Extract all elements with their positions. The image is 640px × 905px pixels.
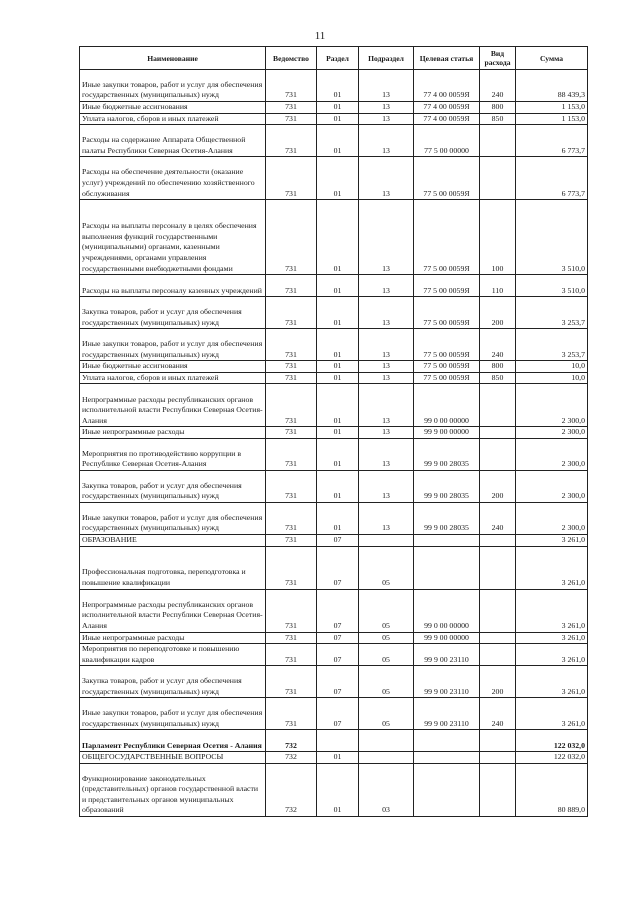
row-expense-type-cell: 240	[480, 698, 516, 730]
row-subsection-cell: 13	[359, 200, 414, 275]
row-department-cell: 731	[266, 534, 317, 546]
row-name-cell: Уплата налогов, сборов и иных платежей	[80, 372, 266, 384]
row-amount-cell: 88 439,3	[516, 70, 588, 102]
row-section-cell: 07	[317, 632, 359, 644]
row-expense-type-cell: 240	[480, 70, 516, 102]
row-section-cell: 07	[317, 698, 359, 730]
row-amount-cell: 10,0	[516, 361, 588, 373]
row-expense-type-cell: 110	[480, 275, 516, 297]
row-target-article-cell	[414, 546, 480, 589]
header-subsection: Подраздел	[359, 47, 414, 70]
row-subsection-cell: 05	[359, 589, 414, 632]
row-subsection-cell: 13	[359, 70, 414, 102]
row-expense-type-cell: 800	[480, 361, 516, 373]
row-subsection-cell: 05	[359, 666, 414, 698]
row-expense-type-cell	[480, 632, 516, 644]
row-subsection-cell: 13	[359, 361, 414, 373]
row-amount-cell: 2 300,0	[516, 427, 588, 439]
row-name-cell: ОБРАЗОВАНИЕ	[80, 534, 266, 546]
row-department-cell: 731	[266, 632, 317, 644]
table-row	[80, 102, 588, 114]
row-expense-type-cell: 850	[480, 113, 516, 125]
page-number: 11	[314, 30, 326, 42]
row-subsection-cell: 13	[359, 329, 414, 361]
table-row	[80, 534, 588, 546]
row-name-cell: Иные бюджетные ассигнования	[80, 361, 266, 373]
row-target-article-cell: 77 4 00 0059Я	[414, 102, 480, 114]
row-subsection-cell: 13	[359, 427, 414, 439]
row-amount-cell: 2 300,0	[516, 384, 588, 427]
row-section-cell: 01	[317, 361, 359, 373]
row-target-article-cell: 99 9 00 23110	[414, 666, 480, 698]
row-subsection-cell	[359, 534, 414, 546]
row-expense-type-cell	[480, 589, 516, 632]
header-department: Ведомство	[266, 47, 317, 70]
row-section-cell: 01	[317, 297, 359, 329]
row-department-cell: 731	[266, 113, 317, 125]
row-department-cell: 731	[266, 384, 317, 427]
row-name-cell: Расходы на выплаты персоналу казенных учреждений	[80, 275, 266, 297]
row-subsection-cell	[359, 752, 414, 764]
row-amount-cell: 6 773,7	[516, 157, 588, 200]
table-row	[80, 632, 588, 644]
table-row	[80, 297, 588, 329]
table-row	[80, 644, 588, 666]
row-section-cell: 07	[317, 546, 359, 589]
row-name-cell: Закупка товаров, работ и услуг для обеспечения государственных (муниципальных) нужд	[80, 297, 266, 329]
row-expense-type-cell: 800	[480, 102, 516, 114]
row-expense-type-cell	[480, 427, 516, 439]
row-target-article-cell: 77 4 00 0059Я	[414, 113, 480, 125]
table-row	[80, 589, 588, 632]
table-row	[80, 361, 588, 373]
row-expense-type-cell	[480, 752, 516, 764]
row-section-cell: 01	[317, 384, 359, 427]
row-section-cell: 01	[317, 113, 359, 125]
row-subsection-cell: 05	[359, 698, 414, 730]
row-department-cell: 732	[266, 763, 317, 816]
row-amount-cell: 3 510,0	[516, 275, 588, 297]
row-target-article-cell: 77 4 00 0059Я	[414, 70, 480, 102]
row-amount-cell: 6 773,7	[516, 125, 588, 157]
row-department-cell: 731	[266, 427, 317, 439]
row-amount-cell: 10,0	[516, 372, 588, 384]
budget-table	[79, 46, 588, 817]
row-target-article-cell: 77 5 00 00000	[414, 125, 480, 157]
row-amount-cell: 2 300,0	[516, 438, 588, 470]
row-amount-cell: 3 253,7	[516, 297, 588, 329]
table-row	[80, 200, 588, 275]
table-row	[80, 275, 588, 297]
row-section-cell: 01	[317, 438, 359, 470]
table-row	[80, 372, 588, 384]
row-name-cell: Иные непрограммные расходы	[80, 632, 266, 644]
row-section-cell	[317, 730, 359, 752]
row-target-article-cell: 99 0 00 00000	[414, 589, 480, 632]
row-department-cell: 731	[266, 372, 317, 384]
table-row	[80, 113, 588, 125]
row-name-cell: Профессиональная подготовка, переподготовка и повышение квалификации	[80, 546, 266, 589]
table-row	[80, 763, 588, 816]
table-row	[80, 698, 588, 730]
row-amount-cell: 122 032,0	[516, 730, 588, 752]
table-row	[80, 730, 588, 752]
row-section-cell: 01	[317, 275, 359, 297]
row-name-cell: Иные закупки товаров, работ и услуг для обеспечения государственных (муниципальных) нужд	[80, 329, 266, 361]
row-section-cell: 01	[317, 329, 359, 361]
row-name-cell: Иные закупки товаров, работ и услуг для обеспечения государственных (муниципальных) нужд	[80, 698, 266, 730]
row-section-cell: 01	[317, 125, 359, 157]
row-section-cell: 07	[317, 644, 359, 666]
row-subsection-cell: 13	[359, 275, 414, 297]
row-name-cell: Парламент Республики Северная Осетия - Алания	[80, 730, 266, 752]
row-department-cell: 731	[266, 644, 317, 666]
row-name-cell: Иные закупки товаров, работ и услуг для обеспечения государственных (муниципальных) нужд	[80, 70, 266, 102]
row-amount-cell: 3 261,0	[516, 666, 588, 698]
row-target-article-cell: 99 9 00 28035	[414, 470, 480, 502]
row-target-article-cell: 99 9 00 00000	[414, 427, 480, 439]
row-department-cell: 731	[266, 329, 317, 361]
row-amount-cell: 1 153,0	[516, 113, 588, 125]
row-subsection-cell: 13	[359, 372, 414, 384]
row-name-cell: Мероприятия по переподготовке и повышению квалификации кадров	[80, 644, 266, 666]
row-section-cell: 01	[317, 427, 359, 439]
row-expense-type-cell: 240	[480, 502, 516, 534]
row-target-article-cell: 77 5 00 0059Я	[414, 200, 480, 275]
row-department-cell: 731	[266, 698, 317, 730]
row-section-cell: 01	[317, 372, 359, 384]
row-subsection-cell: 13	[359, 297, 414, 329]
table-row	[80, 470, 588, 502]
row-expense-type-cell: 200	[480, 297, 516, 329]
row-target-article-cell: 77 5 00 0059Я	[414, 275, 480, 297]
row-name-cell: Расходы на содержание Аппарата Общественной палаты Республики Северная Осетия-Алания	[80, 125, 266, 157]
row-target-article-cell: 77 5 00 0059Я	[414, 329, 480, 361]
row-target-article-cell	[414, 534, 480, 546]
row-expense-type-cell: 850	[480, 372, 516, 384]
row-department-cell: 731	[266, 70, 317, 102]
row-name-cell: Непрограммные расходы республиканских органов исполнительной власти Республики Северная Осетия-Алания	[80, 589, 266, 632]
header-expense-type: Вид расхода	[480, 47, 516, 70]
row-subsection-cell: 13	[359, 470, 414, 502]
row-name-cell: Иные бюджетные ассигнования	[80, 102, 266, 114]
row-target-article-cell: 77 5 00 0059Я	[414, 372, 480, 384]
row-subsection-cell: 13	[359, 502, 414, 534]
row-name-cell: Мероприятия по противодействию коррупции в Республике Северная Осетия-Алания	[80, 438, 266, 470]
row-amount-cell: 3 261,0	[516, 589, 588, 632]
header-target-article: Целевая статья	[414, 47, 480, 70]
table-row	[80, 546, 588, 589]
row-subsection-cell: 13	[359, 384, 414, 427]
row-department-cell: 731	[266, 102, 317, 114]
row-expense-type-cell	[480, 157, 516, 200]
row-expense-type-cell	[480, 644, 516, 666]
row-department-cell: 731	[266, 666, 317, 698]
table-row	[80, 666, 588, 698]
row-section-cell: 07	[317, 534, 359, 546]
table-row	[80, 125, 588, 157]
row-target-article-cell: 99 9 00 28035	[414, 438, 480, 470]
row-subsection-cell: 05	[359, 632, 414, 644]
row-name-cell: Непрограммные расходы республиканских органов исполнительной власти Республики Северная Осетия-Алания	[80, 384, 266, 427]
row-name-cell: Функционирование законодательных (представительных) органов государственной власти и представительных органов муниципальных образований	[80, 763, 266, 816]
row-subsection-cell: 13	[359, 102, 414, 114]
table-row	[80, 70, 588, 102]
row-expense-type-cell: 200	[480, 666, 516, 698]
row-expense-type-cell	[480, 125, 516, 157]
row-expense-type-cell: 240	[480, 329, 516, 361]
row-subsection-cell: 13	[359, 438, 414, 470]
row-subsection-cell: 13	[359, 113, 414, 125]
row-subsection-cell: 05	[359, 546, 414, 589]
row-expense-type-cell	[480, 546, 516, 589]
header-amount: Сумма	[516, 47, 588, 70]
row-amount-cell: 2 300,0	[516, 470, 588, 502]
table-row	[80, 427, 588, 439]
row-department-cell: 731	[266, 275, 317, 297]
row-department-cell: 731	[266, 470, 317, 502]
row-name-cell: Иные непрограммные расходы	[80, 427, 266, 439]
row-department-cell: 731	[266, 546, 317, 589]
row-section-cell: 07	[317, 666, 359, 698]
table-row	[80, 384, 588, 427]
row-target-article-cell: 99 9 00 23110	[414, 698, 480, 730]
table-row	[80, 157, 588, 200]
row-target-article-cell: 99 9 00 28035	[414, 502, 480, 534]
row-target-article-cell: 99 9 00 23110	[414, 644, 480, 666]
row-section-cell: 01	[317, 502, 359, 534]
row-section-cell: 07	[317, 589, 359, 632]
row-expense-type-cell	[480, 730, 516, 752]
row-name-cell: Закупка товаров, работ и услуг для обеспечения государственных (муниципальных) нужд	[80, 470, 266, 502]
row-amount-cell: 80 889,0	[516, 763, 588, 816]
row-department-cell: 732	[266, 730, 317, 752]
row-expense-type-cell: 200	[480, 470, 516, 502]
row-target-article-cell	[414, 763, 480, 816]
row-section-cell: 01	[317, 157, 359, 200]
row-department-cell: 731	[266, 125, 317, 157]
row-subsection-cell	[359, 730, 414, 752]
table-row	[80, 438, 588, 470]
row-department-cell: 731	[266, 361, 317, 373]
row-subsection-cell: 13	[359, 125, 414, 157]
row-name-cell: Уплата налогов, сборов и иных платежей	[80, 113, 266, 125]
row-subsection-cell: 13	[359, 157, 414, 200]
row-amount-cell: 3 261,0	[516, 698, 588, 730]
row-amount-cell: 2 300,0	[516, 502, 588, 534]
row-expense-type-cell	[480, 534, 516, 546]
row-department-cell: 731	[266, 297, 317, 329]
row-section-cell: 01	[317, 102, 359, 114]
row-section-cell: 01	[317, 200, 359, 275]
row-section-cell: 01	[317, 763, 359, 816]
row-expense-type-cell: 100	[480, 200, 516, 275]
row-target-article-cell: 77 5 00 0059Я	[414, 361, 480, 373]
row-amount-cell: 1 153,0	[516, 102, 588, 114]
table-header-row	[80, 47, 588, 70]
row-subsection-cell: 03	[359, 763, 414, 816]
row-target-article-cell	[414, 730, 480, 752]
row-name-cell: Закупка товаров, работ и услуг для обеспечения государственных (муниципальных) нужд	[80, 666, 266, 698]
row-name-cell: Иные закупки товаров, работ и услуг для обеспечения государственных (муниципальных) нужд	[80, 502, 266, 534]
row-section-cell: 01	[317, 70, 359, 102]
row-target-article-cell: 99 9 00 00000	[414, 632, 480, 644]
row-department-cell: 731	[266, 438, 317, 470]
row-department-cell: 731	[266, 589, 317, 632]
row-department-cell: 731	[266, 200, 317, 275]
row-amount-cell: 3 261,0	[516, 644, 588, 666]
row-expense-type-cell	[480, 438, 516, 470]
row-subsection-cell: 05	[359, 644, 414, 666]
row-amount-cell: 3 261,0	[516, 632, 588, 644]
row-target-article-cell	[414, 752, 480, 764]
row-amount-cell: 3 261,0	[516, 534, 588, 546]
row-target-article-cell: 77 5 00 0059Я	[414, 297, 480, 329]
header-name: Наименование	[80, 47, 266, 70]
row-target-article-cell: 99 0 00 00000	[414, 384, 480, 427]
row-expense-type-cell	[480, 384, 516, 427]
row-amount-cell: 122 032,0	[516, 752, 588, 764]
row-amount-cell: 3 510,0	[516, 200, 588, 275]
table-row	[80, 502, 588, 534]
row-target-article-cell: 77 5 00 0059Я	[414, 157, 480, 200]
row-amount-cell: 3 253,7	[516, 329, 588, 361]
row-name-cell: ОБЩЕГОСУДАРСТВЕННЫЕ ВОПРОСЫ	[80, 752, 266, 764]
row-name-cell: Расходы на обеспечение деятельности (оказание услуг) учреждений по обеспечению хозяйственного обслуживания	[80, 157, 266, 200]
table-row	[80, 329, 588, 361]
row-section-cell: 01	[317, 752, 359, 764]
row-amount-cell: 3 261,0	[516, 546, 588, 589]
header-section: Раздел	[317, 47, 359, 70]
row-name-cell: Расходы на выплаты персоналу в целях обеспечения выполнения функций государственными (муниципальными) органами, казенными учреждениями, органами управления государственными внебюджетными фондами	[80, 200, 266, 275]
row-department-cell: 731	[266, 157, 317, 200]
table-row	[80, 752, 588, 764]
row-department-cell: 731	[266, 502, 317, 534]
row-section-cell: 01	[317, 470, 359, 502]
row-expense-type-cell	[480, 763, 516, 816]
row-department-cell: 732	[266, 752, 317, 764]
